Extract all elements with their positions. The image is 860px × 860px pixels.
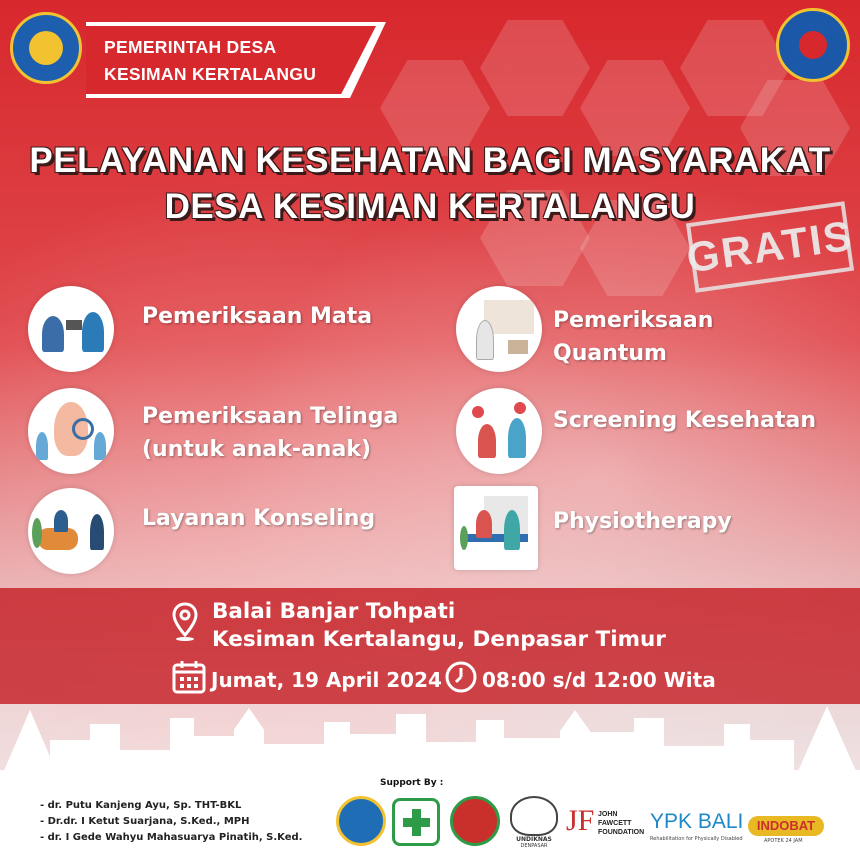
quantum-exam-icon (456, 286, 542, 372)
service-counseling: Layanan Konseling (142, 506, 376, 531)
screening-icon (456, 388, 542, 474)
ppkk-logo (450, 796, 500, 846)
doctor-2: - Dr.dr. I Ketut Suarjana, S.Ked., MPH (40, 816, 250, 827)
event-location (212, 598, 666, 654)
title-line1: PELAYANAN KESEHATAN BAGI MASYARAKAT (29, 141, 831, 180)
clock-icon (444, 660, 478, 694)
undiknas-logo: UNDIKNAS DENPASAR (508, 796, 560, 852)
title-line2: DESA KESIMAN KERTALANGU (164, 187, 696, 226)
location-pin-icon (172, 602, 198, 642)
service-eye-exam: Pemeriksaan Mata (142, 304, 373, 329)
counseling-icon (28, 488, 114, 574)
location-line2: Kesiman Kertalangu, Denpasar Timur (212, 627, 666, 652)
doctor-3: - dr. I Gede Wahyu Mahasuarya Pinatih, S.Ked. (40, 832, 303, 843)
health-cross-logo (392, 798, 440, 846)
ear-exam-icon (28, 388, 114, 474)
event-time: 08:00 s/d 12:00 Wita (482, 668, 716, 692)
event-date: Jumat, 19 April 2024 (211, 668, 442, 692)
support-label: Support By : (380, 778, 444, 788)
service-screening: Screening Kesehatan (553, 408, 816, 433)
eye-exam-icon (28, 286, 114, 372)
city-skyline (0, 700, 860, 780)
regency-emblem-logo (776, 8, 850, 82)
sponsor-emblem-logo (336, 796, 386, 846)
government-line1: PEMERINTAH DESA (104, 37, 277, 57)
bg-hexagon (480, 20, 590, 116)
government-line2: KESIMAN KERTALANGU (104, 64, 317, 84)
village-emblem-logo (10, 12, 82, 84)
service-physiotherapy: Physiotherapy (553, 509, 732, 534)
indobat-logo: INDOBAT APOTEK 24 JAM (748, 796, 826, 852)
john-fawcett-logo: JF JOHN FAWCETT FOUNDATION (566, 804, 645, 837)
free-stamp: GRATIS (686, 201, 854, 293)
service-quantum-exam: Pemeriksaan Quantum (553, 308, 714, 366)
physiotherapy-icon (454, 486, 538, 570)
government-name (104, 34, 316, 88)
calendar-icon (172, 660, 206, 694)
location-line1: Balai Banjar Tohpati (212, 599, 456, 624)
doctor-1: - dr. Putu Kanjeng Ayu, Sp. THT-BKL (40, 800, 242, 811)
ypk-bali-logo: YPK BALI Rehabilitation for Physically Disabled (650, 810, 744, 842)
service-ear-exam: Pemeriksaan Telinga (untuk anak-anak) (142, 404, 399, 462)
